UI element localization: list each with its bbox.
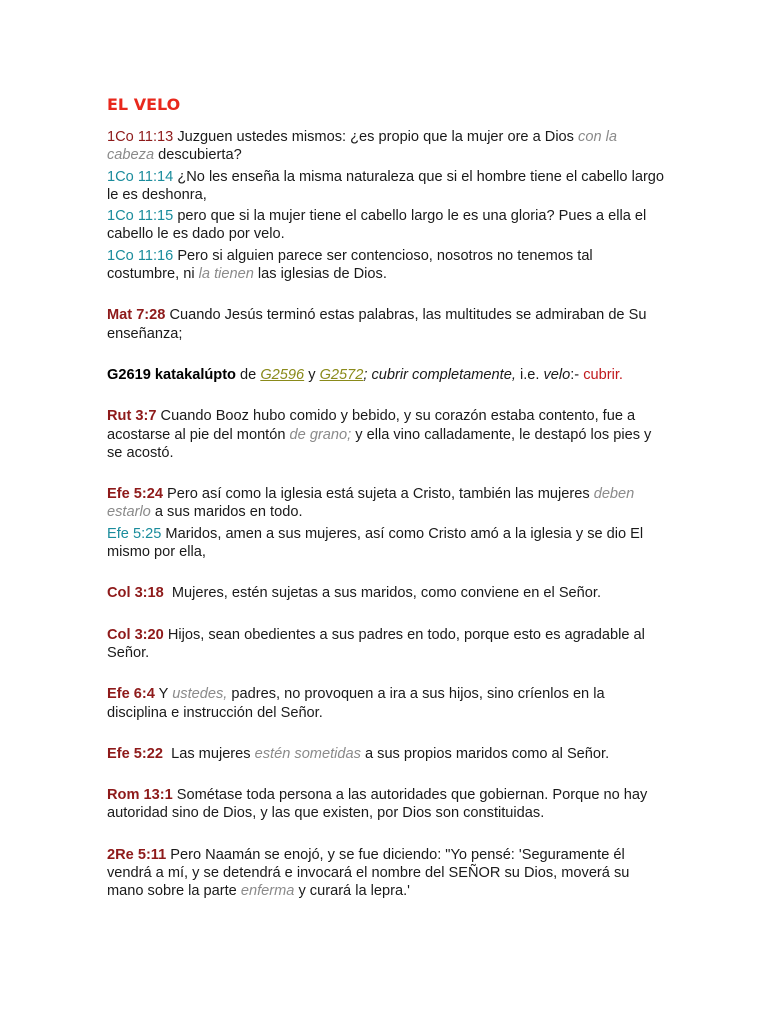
- verse-text: Y: [154, 686, 173, 703]
- verse-text: Cuando Booz hubo comido y bebido, y su corazón estaba contento, fue a acostarse al pie del montón: [107, 408, 636, 443]
- verse-1co-11-15: [107, 207, 667, 244]
- verse-reference[interactable]: Rom 13:1: [107, 787, 173, 804]
- verse-reference[interactable]: Efe 6:4: [107, 686, 155, 703]
- verse-text: Maridos, amen a sus mujeres, así como Cristo amó a la iglesia y se dio El mismo por ella,: [107, 525, 644, 561]
- verse-reference[interactable]: Mat 7:28: [107, 307, 166, 324]
- document-page: [107, 94, 667, 901]
- strong-link-g2596[interactable]: G2596: [260, 366, 305, 383]
- strong-link-g2572[interactable]: G2572: [319, 366, 364, 383]
- verse-reference[interactable]: Col 3:20: [107, 626, 164, 643]
- verse-efe-5-24: [107, 485, 667, 522]
- verse-text: Juzguen ustedes mismos: ¿es propio que la mujer ore a Dios: [173, 129, 579, 145]
- verse-rom-13-1: [107, 786, 667, 823]
- verse-text: Hijos, sean obedientes a sus padres en todo, porque esto es agradable al Señor.: [107, 626, 645, 661]
- verse-text: Mujeres, estén sujetas a sus maridos, como conviene en el Señor.: [163, 585, 602, 602]
- verse-text: descubierta?: [154, 147, 242, 164]
- verse-text: Pero si alguien parece ser contencioso, nosotros no tenemos tal costumbre, ni: [107, 247, 593, 283]
- verse-text: las iglesias de Dios.: [253, 266, 387, 283]
- verse-italic-text: deben estarlo: [107, 486, 635, 521]
- verse-reference[interactable]: Efe 5:25: [107, 525, 162, 542]
- verse-text: Cuando Jesús terminó estas palabras, las multitudes se admiraban de Su enseñanza;: [107, 307, 647, 342]
- verse-col-3-18: [107, 584, 667, 602]
- definition-text: :-: [570, 366, 584, 383]
- verse-reference[interactable]: Efe 5:22: [107, 745, 163, 762]
- verse-italic-text: ustedes,: [172, 686, 228, 703]
- verse-2re-5-11: [107, 846, 667, 901]
- verse-italic-text: enferma: [240, 883, 295, 900]
- verse-col-3-20: [107, 626, 667, 663]
- definition-text: y: [304, 366, 320, 383]
- strong-definition: [107, 366, 667, 384]
- verse-mat-7-28: [107, 306, 667, 343]
- verse-text: Las mujeres: [162, 745, 255, 762]
- definition-text: de: [235, 366, 261, 383]
- verse-reference[interactable]: 1Co 11:13: [107, 129, 174, 145]
- verse-reference[interactable]: Efe 5:24: [107, 486, 163, 503]
- verse-text: Pero así como la iglesia está sujeta a Cristo, también las mujeres: [162, 486, 594, 503]
- verse-reference[interactable]: Rut 3:7: [107, 408, 157, 425]
- verse-1co-11-14: [107, 168, 667, 205]
- definition-text: i.e.: [515, 366, 544, 383]
- verse-reference[interactable]: 1Co 11:16: [107, 247, 174, 264]
- verse-text: y curará la lepra.': [294, 883, 410, 900]
- verse-1co-11-16: [107, 247, 667, 284]
- definition-italic-text: cubrir completamente,: [367, 366, 516, 383]
- verse-text: Pero Naamán se enojó, y se fue diciendo: "Yo pensé: 'Seguramente él vendrá a mí, y se detendrá e invocará el nombre del SEÑOR su Dios, moverá su mano sobre la parte: [107, 846, 630, 900]
- verse-italic-text: la tienen: [198, 266, 254, 283]
- verse-reference[interactable]: 2Re 5:11: [107, 846, 167, 863]
- verse-rut-3-7: [107, 407, 667, 462]
- verse-1co-11-13: [107, 128, 667, 165]
- definition-red-text: cubrir.: [583, 366, 623, 383]
- verse-text: pero que si la mujer tiene el cabello largo le es una gloria? Pues a ella el cabello le es dado por velo.: [107, 208, 647, 243]
- strong-code: G2619 katakalúpto: [107, 366, 236, 383]
- verse-text: Sométase toda persona a las autoridades que gobiernan. Porque no hay autoridad sino de Dios, y las que existen, por Dios son constituidas.: [107, 787, 648, 822]
- verse-efe-5-25: [107, 525, 667, 562]
- verse-reference[interactable]: 1Co 11:15: [107, 208, 174, 225]
- verse-reference[interactable]: 1Co 11:14: [107, 168, 174, 185]
- definition-italic-text: velo: [543, 366, 571, 383]
- verse-efe-5-22: [107, 745, 667, 763]
- verse-text: a sus propios maridos como al Señor.: [360, 745, 610, 762]
- verse-text: ¿No les enseña la misma naturaleza que si el hombre tiene el cabello largo le es deshonra,: [107, 168, 665, 203]
- verse-italic-text: con la cabeza: [107, 129, 617, 164]
- verse-text: padres, no provoquen a ira a sus hijos, sino críenlos en la disciplina e instrucción del Señor.: [107, 686, 605, 721]
- verse-italic-text: estén sometidas: [254, 745, 361, 762]
- verse-text: y ella vino calladamente, le destapó los pies y se acostó.: [107, 426, 652, 461]
- verse-italic-text: de grano;: [289, 426, 352, 443]
- verse-efe-6-4: [107, 685, 667, 722]
- document-title: EL VELO: [107, 95, 181, 114]
- verse-text: a sus maridos en todo.: [150, 504, 303, 521]
- verse-reference[interactable]: Col 3:18: [107, 585, 164, 602]
- definition-text: ;: [363, 366, 368, 383]
